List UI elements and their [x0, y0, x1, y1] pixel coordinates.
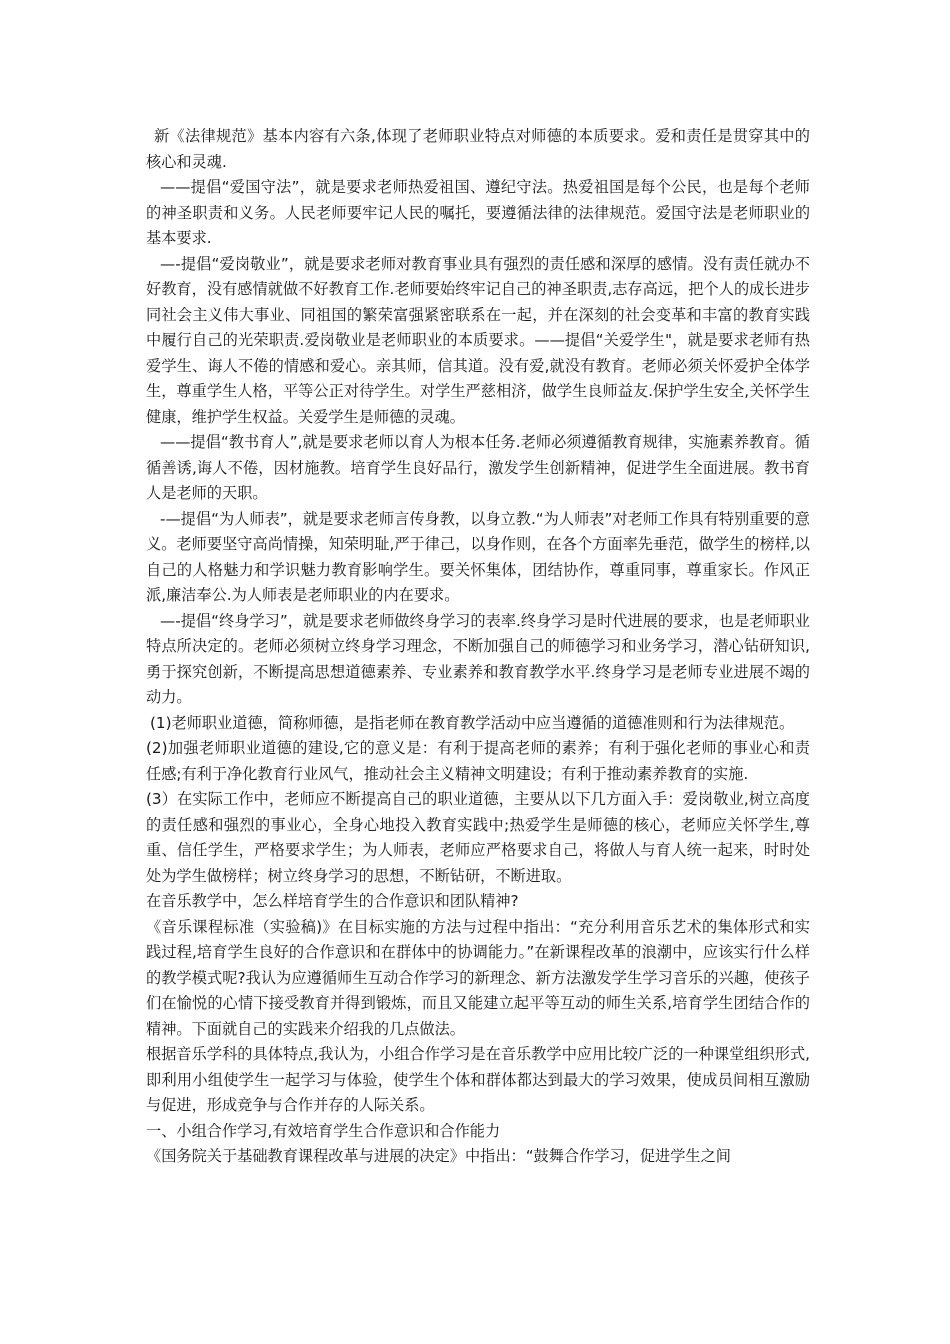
- document-body: [146, 124, 810, 1170]
- paragraph-dedication: —-提倡“爱岗敬业”，就是要求老师对教育事业具有强烈的责任感和深厚的感情。没有责任就办不好教育，没有感情就做不好教育工作.老师要始终牢记自己的神圣职责,志存高远，把个人的成长进步同社会主义伟大事业、同祖国的繁荣富强紧密联系在一起，并在深刻的社会变革和丰富的教育实践中履行自己的光荣职责.爱岗敬业是老师职业的本质要求。——提倡“关爱学生"，就是要求老师有热爱学生、诲人不倦的情感和爱心。亲其师，信其道。没有爱,就没有教育。老师必须关怀爱护全体学生，尊重学生人格，平等公正对待学生。对学生严慈相济，做学生良师益友.保护学生安全,关怀学生健康，维护学生权益。关爱学生是师德的灵魂。: [146, 254, 810, 426]
- paragraph-role-model: -—提倡“为人师表”，就是要求老师言传身教，以身立教.“为人师表”对老师工作具有特别重要的意义。老师要坚守高尚情操，知荣明耻,严于律己，以身作则，在各个方面率先垂范，做学生的榜样,以自己的人格魅力和学识魅力教育影响学生。要关怀集体，团结协作，尊重同事，尊重家长。作风正派,廉洁奉公.为人师表是老师职业的内在要求。: [146, 509, 810, 604]
- section-heading-1: 一、小组合作学习,有效培育学生合作意识和合作能力: [146, 1121, 501, 1140]
- paragraph-question: 在音乐教学中，怎么样培育学生的合作意识和团队精神?: [146, 892, 519, 910]
- paragraph-educating: ——提倡“教书育人”,就是要求老师以育人为根本任务.老师必须遵循教育规律，实施素养教育。循循善诱,诲人不倦，因材施教。培育学生良好品行，激发学生创新精神，促进学生全面进展。教书育人是老师的天职。: [146, 433, 810, 502]
- paragraph-group-learning: 根据音乐学科的具体特点,我认为，小组合作学习是在音乐教学中应用比较广泛的一种课堂组织形式,即利用小组使学生一起学习与体验，使学生个体和群体都达到最大的学习效果，使成员间相互激励与促进，形成竞争与合作并存的人际关系。: [146, 1045, 810, 1114]
- paragraph-state-council: 《国务院关于基础教育课程改革与进展的决定》中指出：“鼓舞合作学习，促进学生之间: [146, 1147, 731, 1165]
- paragraph-point-3: (3）在实际工作中，老师应不断提高自己的职业道德，主要从以下几方面入手：爱岗敬业,树立高度的责任感和强烈的事业心，全身心地投入教育实践中;热爱学生是师德的核心，老师应关怀学生,尊重、信任学生，严格要求学生；为人师表，老师应严格要求自己，将做人与育人统一起来，时时处处为学生做榜样；树立终身学习的思想，不断钻研，不断进取。: [146, 790, 810, 885]
- paragraph-point-1: (1)老师职业道德，简称师德，是指老师在教育教学活动中应当遵循的道德准则和行为法律规范。: [150, 713, 795, 732]
- paragraph-lifelong-learning: —-提倡“终身学习”，就是要求老师做终身学习的表率.终身学习是时代进展的要求，也是老师职业特点所决定的。老师必须树立终身学习理念，不断加强自己的师德学习和业务学习，潜心钻研知识,勇于探究创新，不断提高思想道德素养、专业素养和教育教学水平.终身学习是老师专业进展不竭的动力。: [146, 611, 810, 706]
- paragraph-point-2: (2)加强老师职业道德的建设,它的意义是：有利于提高老师的素养；有利于强化老师的事业心和责任感;有利于净化教育行业风气，推动社会主义精神文明建设；有利于推动素养教育的实施.: [146, 739, 810, 783]
- paragraph-patriotism: ——提倡“爱国守法”，就是要求老师热爱祖国、遵纪守法。热爱祖国是每个公民，也是每个老师的神圣职责和义务。人民老师要牢记人民的嘱托，要遵循法律的法律规范。爱国守法是老师职业的基本要求.: [146, 178, 810, 247]
- paragraph-intro: 新《法律规范》基本内容有六条,体现了老师职业特点对师德的本质要求。爱和责任是贯穿其中的核心和灵魂.: [146, 127, 810, 171]
- paragraph-music-standard: 《音乐课程标准（实验稿)》在目标实施的方法与过程中指出：“充分利用音乐艺术的集体形式和实践过程,培育学生良好的合作意识和在群体中的协调能力。”在新课程改革的浪潮中，应该实行什么样的教学模式呢?我认为应遵循师生互动合作学习的新理念、新方法激发学生学习音乐的兴趣，使孩子们在愉悦的心情下接受教育并得到锻炼，而且又能建立起平等互动的师生关系,培育学生团结合作的精神。下面就自己的实践来介绍我的几点做法。: [146, 917, 810, 1038]
